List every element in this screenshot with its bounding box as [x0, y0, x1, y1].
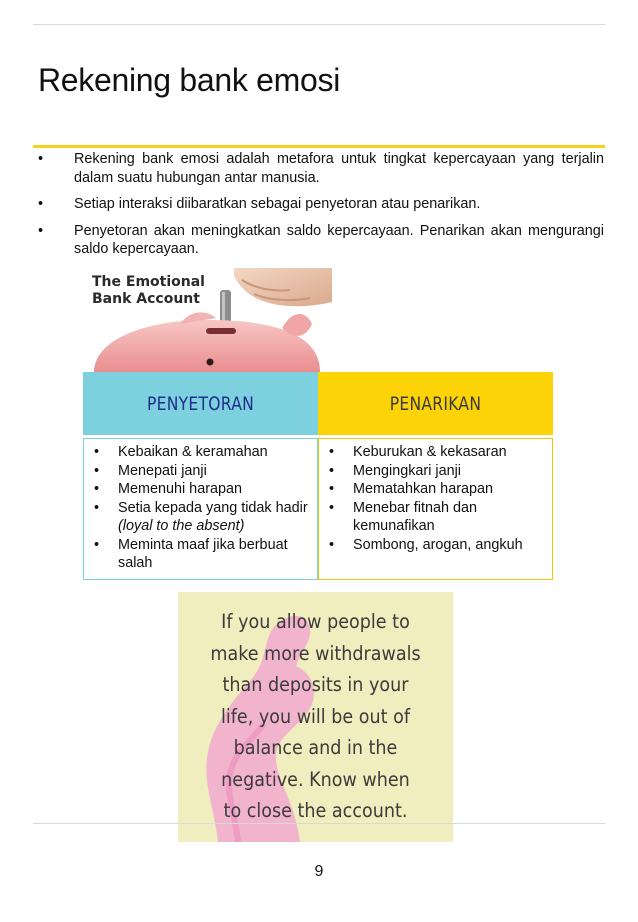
list-item	[329, 480, 546, 499]
bullet-icon: •	[329, 444, 335, 460]
list-item-note: (loyal to the absent)	[118, 518, 245, 534]
quote-image	[178, 592, 453, 842]
top-divider	[33, 24, 605, 25]
bullet-icon: •	[94, 481, 100, 497]
list-item-text: Meminta maaf jika berbuat salah	[118, 536, 288, 571]
list-item	[38, 222, 604, 259]
penyetoran-list	[83, 438, 318, 580]
bullet-icon: •	[329, 462, 335, 479]
penyetoran-header	[83, 372, 318, 435]
image-title-line-2: Bank Account	[92, 291, 200, 307]
penyetoran-column	[83, 372, 318, 580]
bullet-icon: •	[329, 536, 335, 553]
bullet-icon: •	[38, 196, 44, 212]
list-item	[38, 195, 604, 214]
intro-bullet-list	[38, 150, 604, 267]
list-item	[329, 443, 546, 462]
bottom-divider	[33, 823, 605, 824]
bullet-icon: •	[38, 222, 44, 239]
bullet-icon: •	[94, 499, 100, 516]
penarikan-header	[318, 372, 553, 435]
penyetoran-heading: PENYETORAN	[146, 392, 255, 415]
page-number: 9	[314, 863, 324, 880]
quote-line: If you allow people to	[221, 610, 410, 633]
bullet-text: Penyetoran akan meningkatkan saldo kepercayaan. Penarikan akan mengurangi saldo kepercayaan.	[74, 222, 604, 257]
list-item	[94, 499, 311, 536]
list-item-text: Setia kepada yang tidak hadir	[118, 499, 308, 516]
bullet-icon: •	[329, 499, 335, 516]
emotional-bank-account-image	[84, 268, 332, 372]
list-item-text: Mematahkan harapan	[353, 481, 493, 497]
list-item-text: Sombong, arogan, angkuh	[353, 536, 523, 553]
list-item	[329, 499, 546, 536]
bullet-icon: •	[94, 444, 100, 460]
list-item-text: Memenuhi harapan	[118, 481, 242, 497]
piggy-bank-illustration	[84, 268, 332, 372]
bullet-icon: •	[94, 462, 100, 479]
list-item	[329, 462, 546, 481]
quote-line: negative. Know when	[221, 767, 410, 791]
quote-line: life, you will be out of	[220, 704, 411, 728]
list-item	[94, 462, 311, 481]
list-item	[38, 150, 604, 187]
list-item	[329, 536, 546, 555]
quote-line: than deposits in your	[222, 673, 409, 696]
list-item-text: Menepati janji	[118, 462, 207, 479]
quote-line: balance and in the	[233, 736, 398, 759]
quote-line: make more withdrawals	[210, 641, 421, 665]
list-item-text: Mengingkari janji	[353, 462, 461, 479]
bullet-icon: •	[94, 536, 100, 553]
quote-line: to close the account.	[223, 799, 408, 822]
list-item	[94, 536, 311, 573]
quote-text	[192, 606, 440, 827]
bullet-text: Setiap interaksi diibaratkan sebagai penyetoran atau penarikan.	[74, 196, 481, 212]
bullet-icon: •	[329, 481, 335, 497]
list-item-text: Keburukan & kekasaran	[353, 444, 507, 460]
list-item-text: Kebaikan & keramahan	[118, 444, 268, 460]
page-title: Rekening bank emosi	[38, 62, 341, 98]
image-title-line-1: The Emotional	[92, 274, 205, 290]
list-item	[94, 443, 311, 462]
penarikan-heading: PENARIKAN	[389, 392, 482, 415]
bullet-text: Rekening bank emosi adalah metafora untuk tingkat kepercayaan yang terjalin dalam suatu hubungan antar manusia.	[74, 151, 604, 186]
penarikan-column	[318, 372, 553, 580]
penarikan-list	[318, 438, 553, 580]
bullet-icon: •	[38, 151, 44, 167]
list-item-text: Menebar fitnah dan kemunafikan	[353, 499, 478, 534]
list-item	[94, 480, 311, 499]
title-underline	[33, 145, 605, 148]
